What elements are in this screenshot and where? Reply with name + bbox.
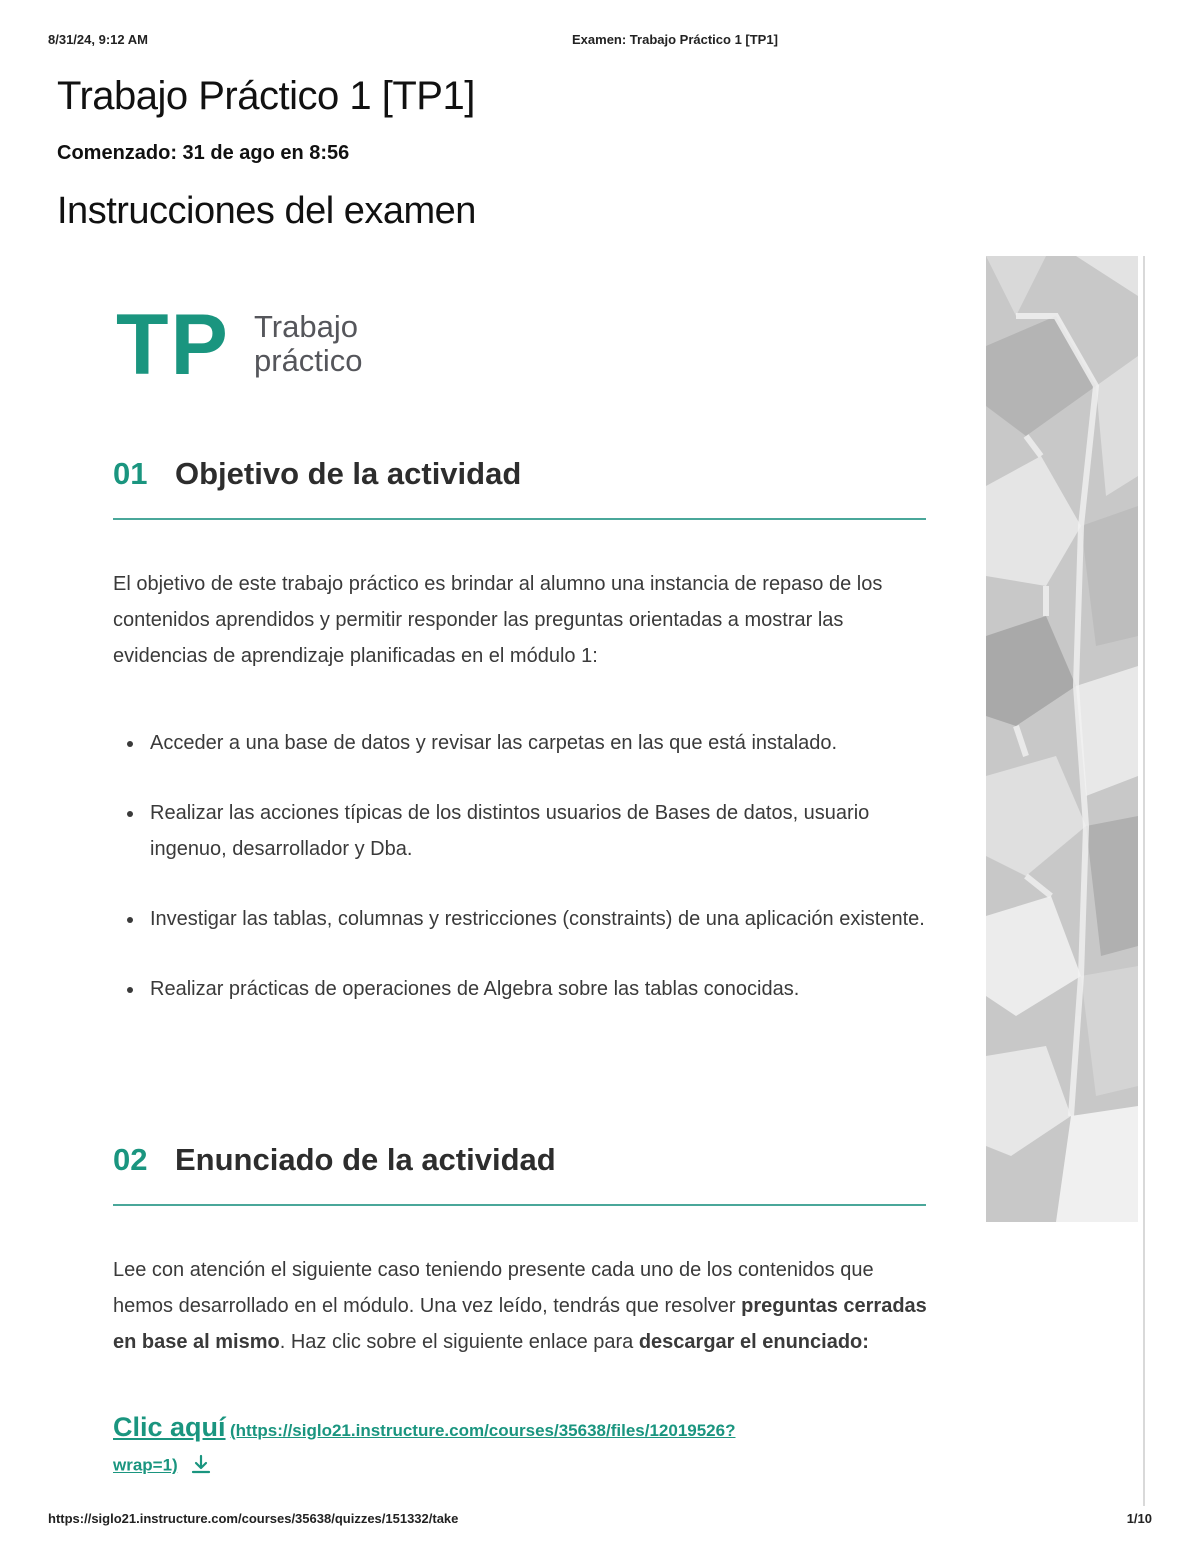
section-title: Objetivo de la actividad: [175, 456, 522, 491]
list-item: Realizar las acciones típicas de los distintos usuarios de Bases de datos, usuario ingenuo, desarrollador y Dba.: [113, 795, 933, 867]
instructions-title: Instrucciones del examen: [57, 190, 476, 232]
section-title: Enunciado de la actividad: [175, 1142, 556, 1177]
list-item: Investigar las tablas, columnas y restricciones (constraints) de una aplicación existente.: [113, 901, 933, 937]
statement-text: Lee con atención el siguiente caso teniendo presente cada uno de los contenidos que hemos desarrollado en el módulo. Una vez leído, tendrás que resolver: [113, 1259, 874, 1317]
section-number: 02: [113, 1142, 148, 1177]
started-timestamp: Comenzado: 31 de ago en 8:56: [57, 142, 350, 164]
tp-logo-word-1: Trabajo: [254, 309, 358, 344]
objective-list: [113, 725, 933, 1041]
tp-logo-word-2: práctico: [254, 343, 363, 378]
print-header: [48, 32, 1152, 52]
statement-paragraph: [113, 1252, 933, 1360]
page-counter: 1/10: [1126, 1511, 1152, 1526]
section-divider: [113, 1204, 926, 1206]
statement-bold-text: descargar el enunciado:: [638, 1331, 869, 1353]
print-footer: [48, 1511, 1152, 1531]
print-url: https://siglo21.instructure.com/courses/35638/quizzes/151332/take: [48, 1511, 459, 1526]
download-link-block: [113, 1412, 913, 1480]
statement-text: . Haz clic sobre el siguiente enlace para: [279, 1331, 639, 1353]
download-link[interactable]: Clic aquí: [113, 1412, 226, 1442]
decorative-background-image: [986, 256, 1138, 1222]
statement-bold-text: preguntas cerradas en base al mismo: [113, 1295, 927, 1353]
section-number: 01: [113, 456, 148, 491]
scrollbar-track[interactable]: [1143, 256, 1145, 1506]
list-item: Realizar prácticas de operaciones de Algebra sobre las tablas conocidas.: [113, 971, 933, 1007]
tp-logo: [116, 297, 416, 393]
section-heading-statement: [113, 1142, 926, 1202]
print-date: 8/31/24, 9:12 AM: [48, 32, 148, 47]
section-heading-objective: [113, 456, 926, 516]
tp-logo-mark: TP: [116, 297, 230, 393]
download-link-url-cont[interactable]: wrap=1): [113, 1455, 178, 1475]
list-item: Acceder a una base de datos y revisar las carpetas en las que está instalado.: [113, 725, 933, 761]
download-icon[interactable]: [190, 1453, 212, 1480]
download-link-url[interactable]: (https://siglo21.instructure.com/courses/35638/files/12019526?: [229, 1421, 736, 1440]
page-title: Trabajo Práctico 1 [TP1]: [57, 74, 475, 118]
print-title: Examen: Trabajo Práctico 1 [TP1]: [572, 32, 778, 47]
section-divider: [113, 518, 926, 520]
objective-paragraph: El objetivo de este trabajo práctico es brindar al alumno una instancia de repaso de los contenidos aprendidos y permitir responder las preguntas orientadas a mostrar las evidencias de aprendizaje planificadas en el módulo 1:: [113, 573, 883, 667]
